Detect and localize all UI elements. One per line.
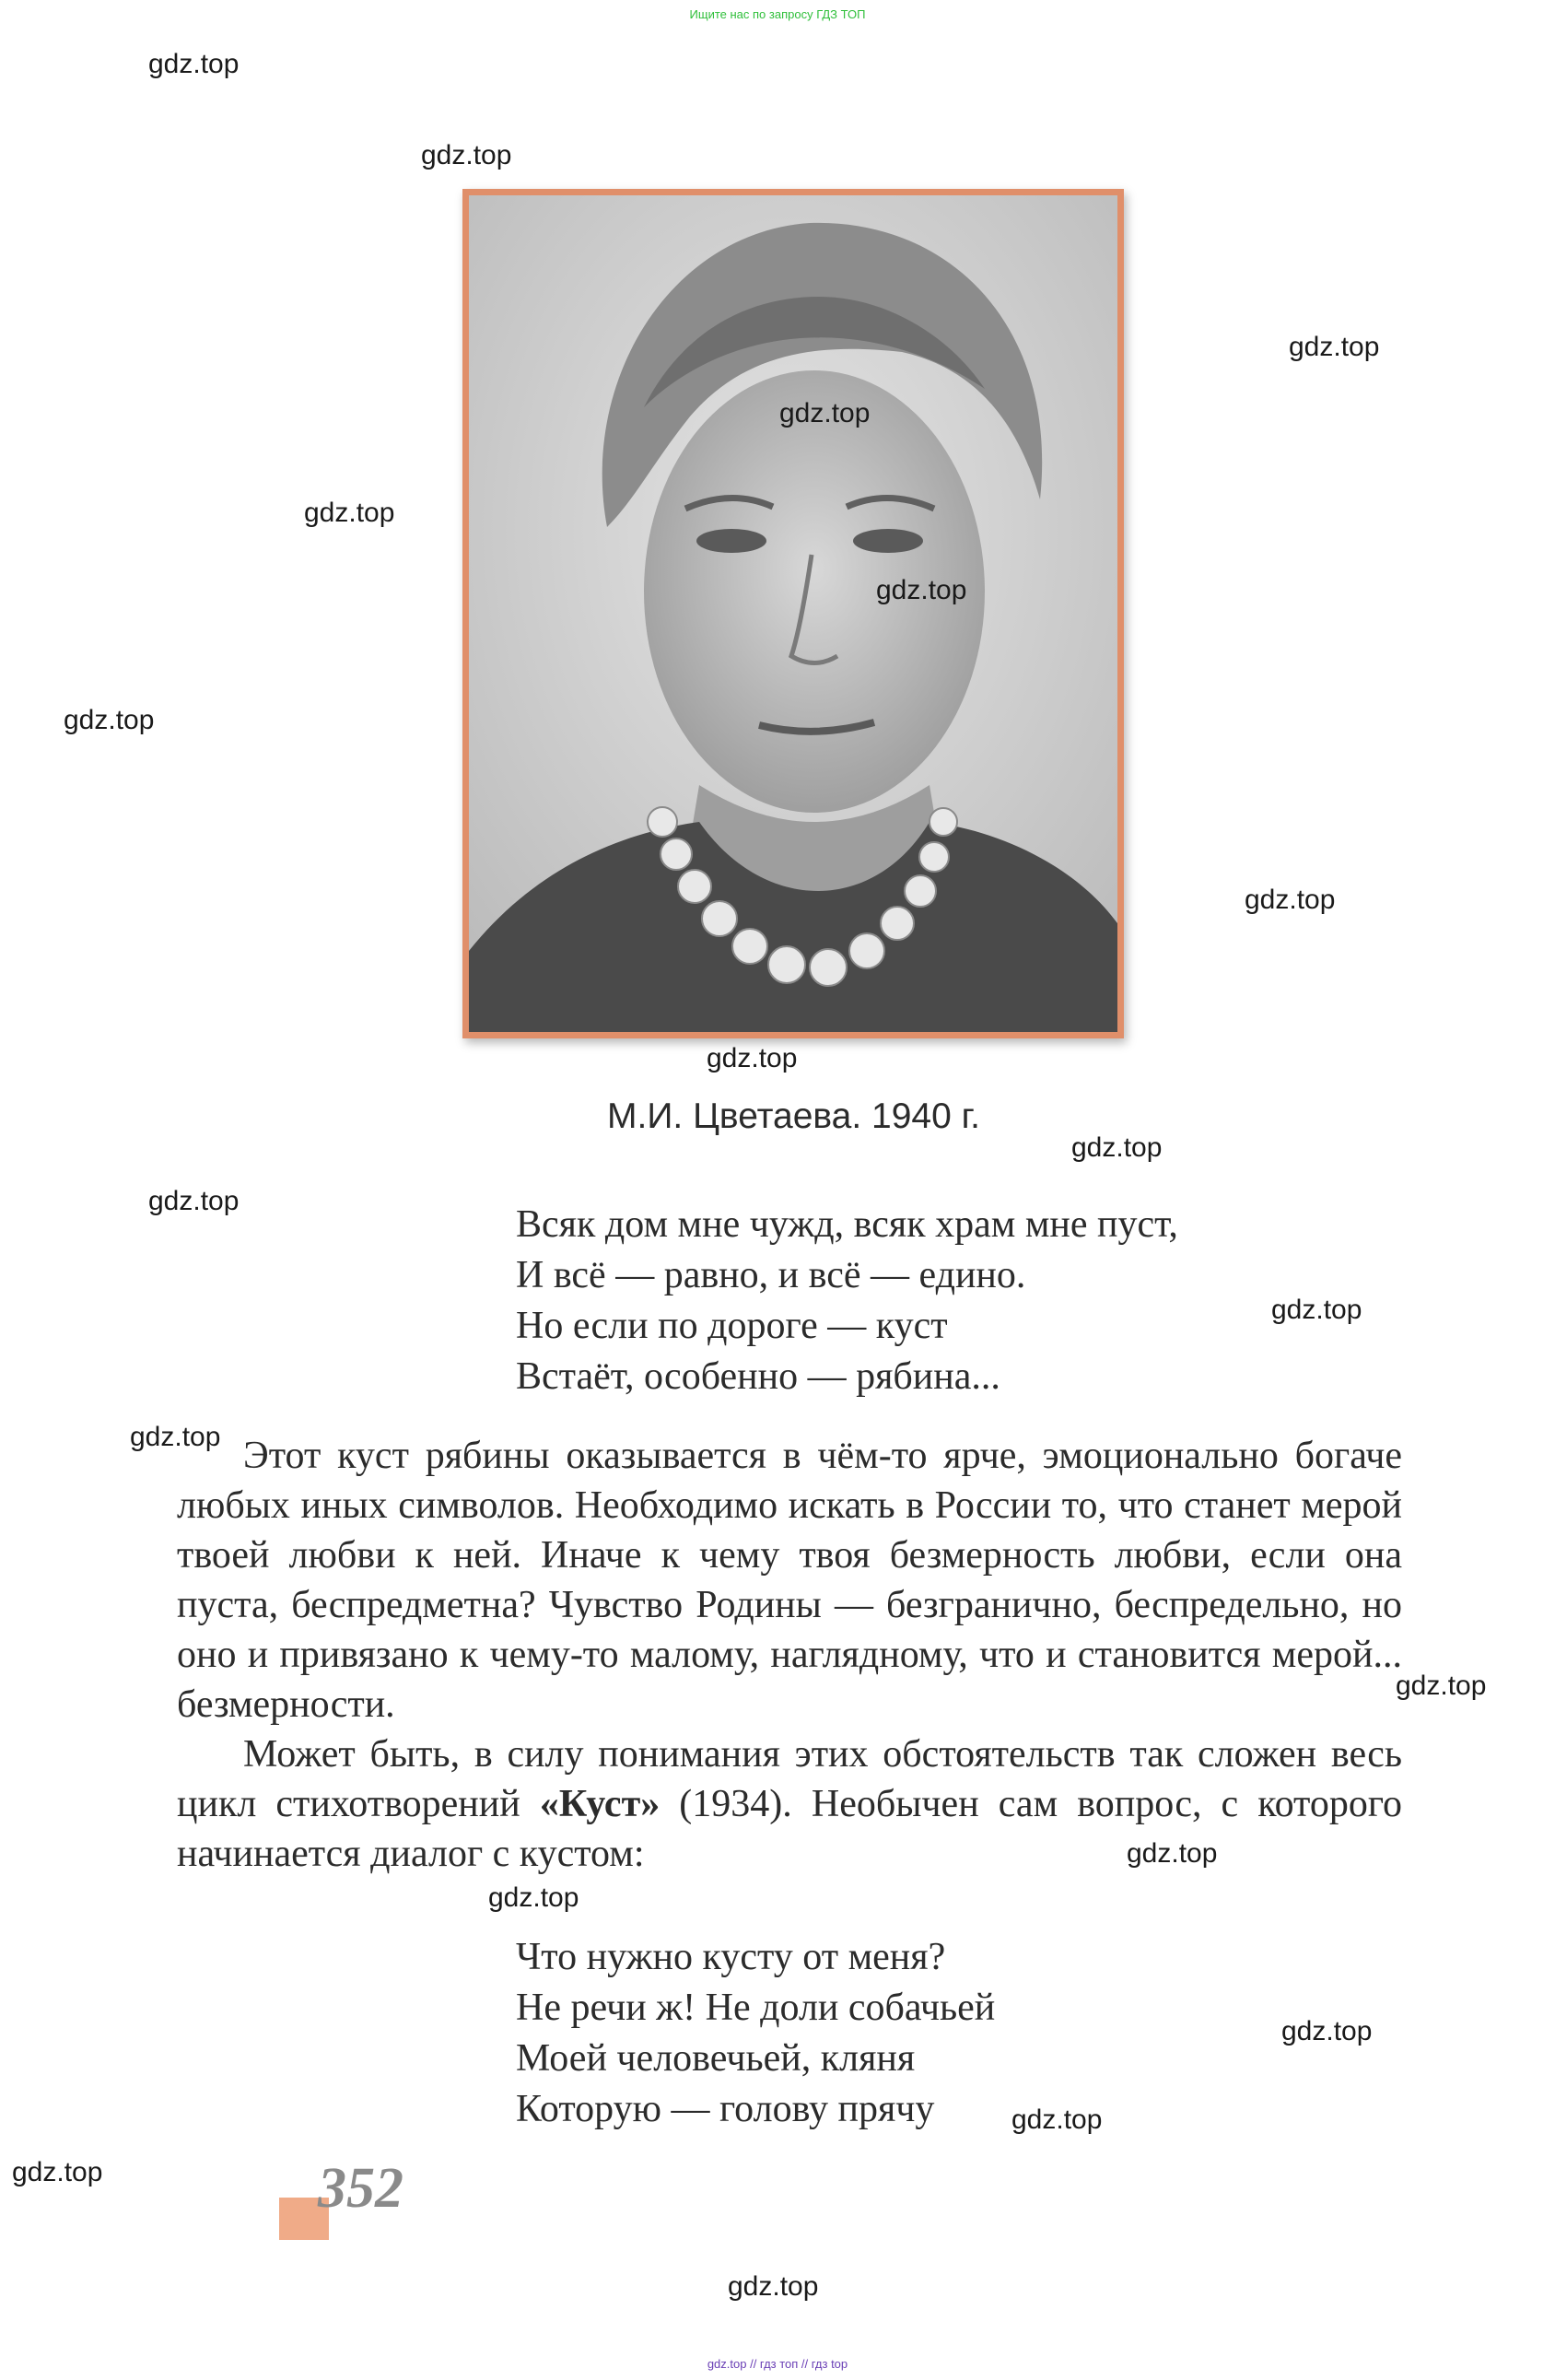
watermark: gdz.top (421, 140, 512, 170)
watermark: gdz.top (1071, 1132, 1163, 1163)
footer-links[interactable]: gdz.top // гдз топ // гдз top (707, 2357, 848, 2371)
watermark: gdz.top (707, 1043, 798, 1073)
portrait-caption: М.И. Цветаева. 1940 г. (607, 1096, 980, 1136)
watermark: gdz.top (1396, 1671, 1487, 1701)
watermark: gdz.top (1271, 1295, 1362, 1325)
watermark: gdz.top (304, 498, 395, 528)
body-text (177, 1431, 1402, 1879)
watermark: gdz.top (1281, 2016, 1373, 2046)
watermark: gdz.top (1245, 885, 1336, 915)
watermark: gdz.top (1127, 1838, 1218, 1869)
watermark: gdz.top (64, 705, 155, 735)
poem-line: Встаёт, особенно — рябина... (516, 1355, 1000, 1398)
portrait-photo (462, 189, 1124, 1038)
poem-line: И всё — равно, и всё — едино. (516, 1254, 1026, 1296)
poem-line: Моей человечьей, кляня (516, 2037, 916, 2080)
watermark: gdz.top (876, 575, 967, 605)
poem-excerpt-1 (516, 1200, 1178, 1402)
watermark: gdz.top (148, 1186, 240, 1216)
poem-title: «Куст» (539, 1783, 661, 1825)
paragraph: Этот куст рябины оказывается в чём-то ярче, эмоционально богаче любых иных символов. Необходимо искать в России то, что станет мерой твоей любви к ней. Иначе к чему твоя безмерность любви, если она пуста, беспредметна? Чувство Родины — безгранично, беспредельно, но оно и привязано к чему-то малому, наглядному, что и становится мерой... безмерности. (177, 1435, 1402, 1726)
watermark: gdz.top (1011, 2104, 1103, 2135)
watermark: gdz.top (728, 2271, 819, 2302)
poem-line: Что нужно кусту от меня? (516, 1936, 946, 1978)
page-number: 352 (318, 2157, 403, 2220)
watermark: gdz.top (12, 2157, 103, 2187)
poem-line: Которую — голову прячу (516, 2088, 935, 2130)
poem-line: Не речи ж! Не доли собачьей (516, 1987, 996, 2029)
paragraph: Может быть, в силу понимания этих обстоятельств так сложен весь цикл стихотворений «Куст» (1934). Необычен сам вопрос, с которого начинается диалог с кустом: (177, 1733, 1402, 1875)
watermark: gdz.top (148, 49, 240, 79)
poem-line: Но если по дороге — куст (516, 1305, 948, 1347)
watermark: gdz.top (1289, 332, 1380, 362)
watermark: gdz.top (130, 1422, 221, 1452)
portrait-illustration (469, 195, 1117, 1032)
watermark: gdz.top (779, 398, 871, 428)
watermark: gdz.top (488, 1882, 579, 1913)
poem-excerpt-2 (516, 1932, 995, 2135)
top-banner: Ищите нас по запросу ГДЗ ТОП (689, 7, 866, 21)
poem-line: Всяк дом мне чужд, всяк храм мне пуст, (516, 1203, 1178, 1246)
